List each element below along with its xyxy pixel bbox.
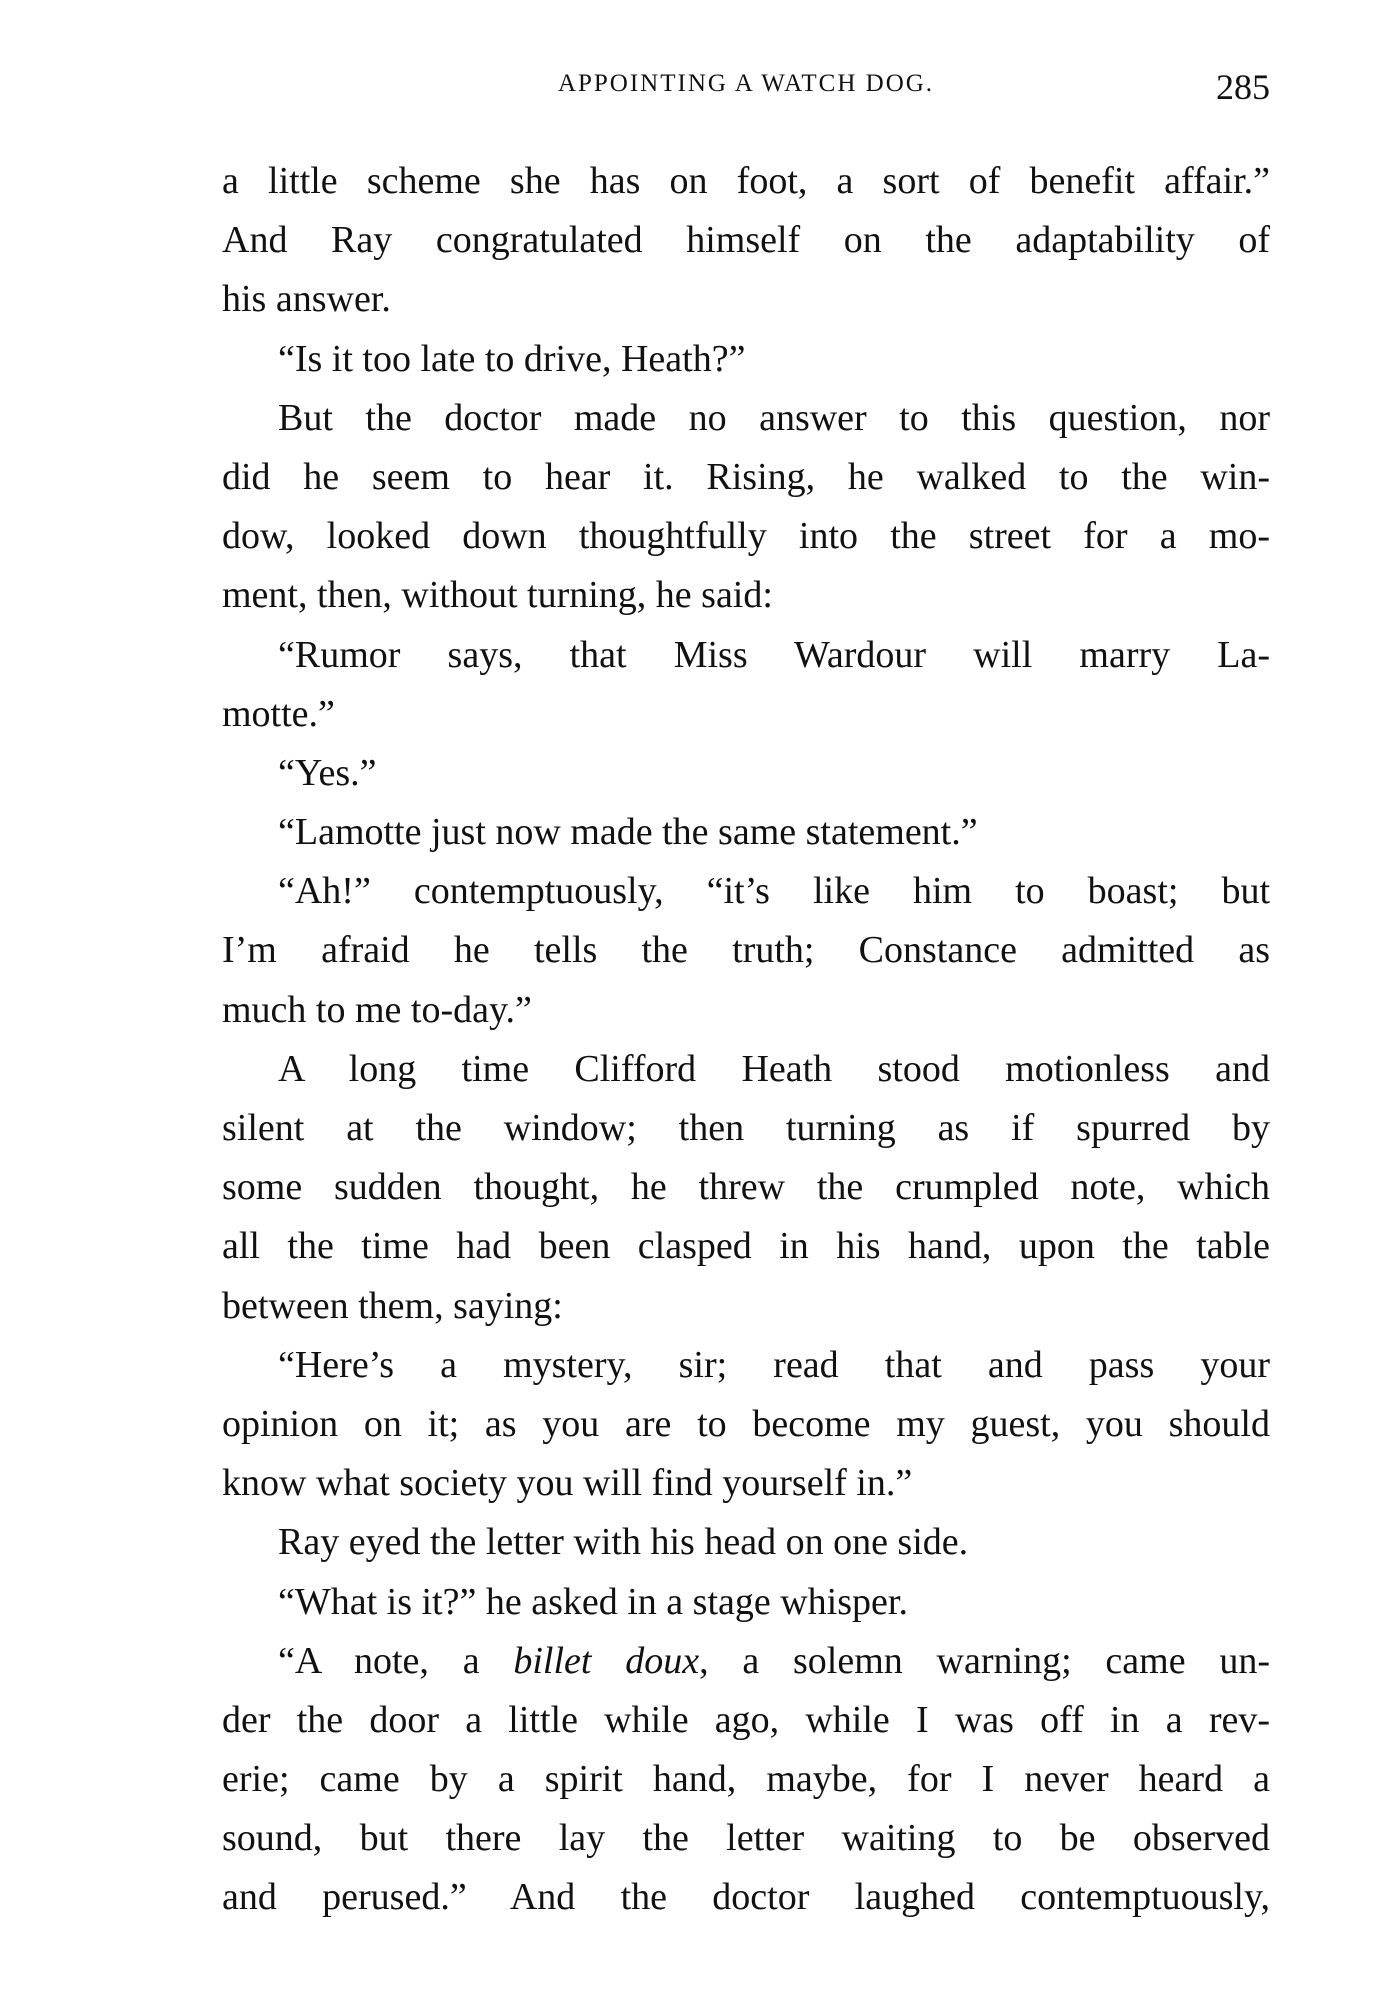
text-line: opinion on it; as you are to become my guest, you should [222,1402,1270,1445]
text-line: “Lamotte just now made the same statement.” [278,811,978,854]
text-line: a little scheme she has on foot, a sort of benefit affair.” [222,160,1270,202]
text-line: silent at the window; then turning as if spurred by [222,1107,1270,1149]
text-line: his answer. [222,278,391,321]
text-line: between them, saying: [222,1284,563,1327]
text-line: But the doctor made no answer to this question, nor [278,396,1270,439]
text-line: Ray eyed the letter with his head on one side. [278,1521,969,1564]
text-line: some sudden thought, he threw the crumpled note, which [222,1166,1270,1209]
running-head [222,66,1270,110]
text-line: and perused.” And the doctor laughed contemptuously, [222,1876,1270,1919]
text-line: A long time Clifford Heath stood motionless and [278,1047,1270,1090]
text-line: “Is it too late to drive, Heath?” [278,337,746,380]
text-line: ment, then, without turning, he said: [222,574,773,617]
text-line: “Yes.” [278,751,377,794]
text-line: “Rumor says, that Miss Wardour will marry La- [278,633,1270,676]
text-line: did he seem to hear it. Rising, he walked to the win- [222,455,1270,498]
text-segment: “A note, a [278,1639,514,1682]
text-segment: , a solemn warning; came un- [699,1639,1270,1682]
body-text [222,152,1270,1928]
text-line: know what society you will find yourself in.” [222,1462,913,1505]
italic-phrase: billet doux [513,1639,700,1682]
text-line: “Here’s a mystery, sir; read that and pass your [278,1343,1270,1386]
text-line: der the door a little while ago, while I was off in a rev- [222,1698,1270,1741]
text-line: all the time had been clasped in his hand, upon the table [222,1225,1270,1268]
text-line: sound, but there lay the letter waiting to be observed [222,1817,1270,1860]
page-number: 285 [1216,67,1270,107]
text-line: And Ray congratulated himself on the adaptability of [222,219,1270,262]
text-line: “Ah!” contemptuously, “it’s like him to boast; but [278,870,1270,913]
text-line: I’m afraid he tells the truth; Constance admitted as [222,929,1270,972]
running-title: APPOINTING A WATCH DOG. [557,70,935,97]
text-line: motte.” [222,692,335,735]
text-line: erie; came by a spirit hand, maybe, for I never heard a [222,1758,1270,1801]
text-line: much to me to-day.” [222,988,532,1031]
text-line: “What is it?” he asked in a stage whisper. [278,1580,908,1623]
text-line: dow, looked down thoughtfully into the street for a mo- [222,515,1270,558]
text-line-with-italic [222,1632,1270,1691]
